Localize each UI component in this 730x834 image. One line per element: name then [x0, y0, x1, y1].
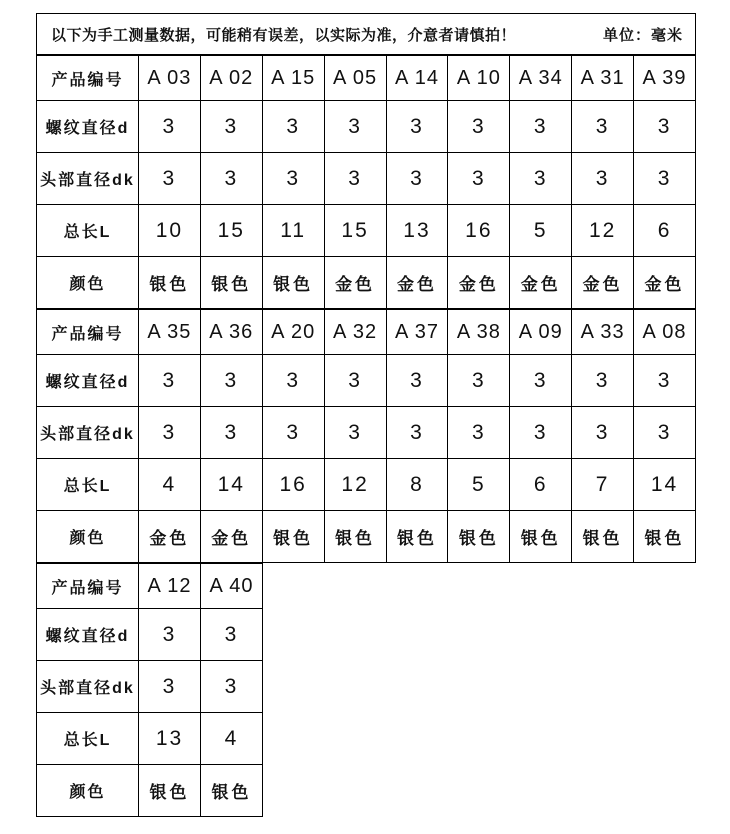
row-label-total_length_l: 总长L — [37, 459, 139, 511]
cell-thread_diameter_d: 3 — [200, 101, 262, 153]
cell-total_length_l: 16 — [262, 459, 324, 511]
row-label-product_ids: 产品编号 — [37, 564, 139, 609]
row-label-color: 颜色 — [37, 257, 139, 309]
cell-total_length_l: 12 — [572, 205, 634, 257]
cell-total_length_l: 6 — [510, 459, 572, 511]
cell-total_length_l: 14 — [634, 459, 696, 511]
cell-product_ids: A 12 — [139, 564, 201, 609]
spec-row-product_ids — [37, 564, 263, 609]
cell-thread_diameter_d: 3 — [262, 355, 324, 407]
spec-row-color — [37, 511, 696, 563]
cell-head_diameter_dk: 3 — [139, 661, 201, 713]
cell-product_ids: A 38 — [448, 310, 510, 355]
cell-product_ids: A 35 — [138, 310, 200, 355]
cell-color: 金色 — [200, 511, 262, 563]
cell-color: 银色 — [262, 257, 324, 309]
cell-total_length_l: 4 — [201, 713, 263, 765]
cell-head_diameter_dk: 3 — [572, 153, 634, 205]
cell-thread_diameter_d: 3 — [448, 355, 510, 407]
cell-product_ids: A 32 — [324, 310, 386, 355]
cell-product_ids: A 05 — [324, 56, 386, 101]
cell-thread_diameter_d: 3 — [139, 609, 201, 661]
spec-row-product_ids — [37, 56, 696, 101]
cell-thread_diameter_d: 3 — [448, 101, 510, 153]
row-label-head_diameter_dk: 头部直径dk — [37, 661, 139, 713]
cell-total_length_l: 13 — [139, 713, 201, 765]
cell-head_diameter_dk: 3 — [572, 407, 634, 459]
cell-product_ids: A 31 — [572, 56, 634, 101]
cell-color: 金色 — [324, 257, 386, 309]
cell-product_ids: A 34 — [510, 56, 572, 101]
cell-color: 银色 — [139, 765, 201, 817]
spec-row-total_length_l — [37, 713, 263, 765]
spec-row-color — [37, 257, 696, 309]
cell-head_diameter_dk: 3 — [448, 153, 510, 205]
cell-color: 金色 — [448, 257, 510, 309]
spec-row-thread_diameter_d — [37, 609, 263, 661]
cell-total_length_l: 10 — [138, 205, 200, 257]
cell-thread_diameter_d: 3 — [324, 355, 386, 407]
cell-total_length_l: 15 — [324, 205, 386, 257]
cell-head_diameter_dk: 3 — [262, 153, 324, 205]
cell-head_diameter_dk: 3 — [386, 407, 448, 459]
spec-row-head_diameter_dk — [37, 407, 696, 459]
row-label-color: 颜色 — [37, 765, 139, 817]
cell-color: 银色 — [510, 511, 572, 563]
spec-row-product_ids — [37, 310, 696, 355]
spec-row-head_diameter_dk — [37, 153, 696, 205]
cell-color: 金色 — [510, 257, 572, 309]
cell-product_ids: A 09 — [510, 310, 572, 355]
cell-thread_diameter_d: 3 — [386, 101, 448, 153]
cell-total_length_l: 5 — [510, 205, 572, 257]
cell-total_length_l: 7 — [572, 459, 634, 511]
cell-color: 金色 — [386, 257, 448, 309]
spec-table-section-2 — [36, 309, 696, 563]
row-label-head_diameter_dk: 头部直径dk — [37, 407, 139, 459]
cell-thread_diameter_d: 3 — [200, 355, 262, 407]
row-label-thread_diameter_d: 螺纹直径d — [37, 101, 139, 153]
cell-total_length_l: 12 — [324, 459, 386, 511]
row-label-total_length_l: 总长L — [37, 713, 139, 765]
cell-product_ids: A 02 — [200, 56, 262, 101]
cell-head_diameter_dk: 3 — [634, 153, 696, 205]
cell-thread_diameter_d: 3 — [386, 355, 448, 407]
cell-head_diameter_dk: 3 — [324, 153, 386, 205]
spec-row-thread_diameter_d — [37, 355, 696, 407]
cell-thread_diameter_d: 3 — [572, 101, 634, 153]
cell-thread_diameter_d: 3 — [201, 609, 263, 661]
row-label-thread_diameter_d: 螺纹直径d — [37, 355, 139, 407]
cell-product_ids: A 08 — [634, 310, 696, 355]
spec-row-thread_diameter_d — [37, 101, 696, 153]
cell-color: 银色 — [386, 511, 448, 563]
measurement-note: 以下为手工测量数据，可能稍有误差，以实际为准，介意者请慎拍！ — [51, 26, 517, 44]
cell-product_ids: A 15 — [262, 56, 324, 101]
row-label-product_ids: 产品编号 — [37, 310, 139, 355]
cell-thread_diameter_d: 3 — [510, 101, 572, 153]
cell-head_diameter_dk: 3 — [200, 407, 262, 459]
cell-head_diameter_dk: 3 — [262, 407, 324, 459]
cell-total_length_l: 14 — [200, 459, 262, 511]
cell-color: 银色 — [572, 511, 634, 563]
cell-head_diameter_dk: 3 — [138, 407, 200, 459]
cell-color: 银色 — [138, 257, 200, 309]
cell-total_length_l: 13 — [386, 205, 448, 257]
cell-product_ids: A 10 — [448, 56, 510, 101]
cell-color: 金色 — [572, 257, 634, 309]
cell-total_length_l: 8 — [386, 459, 448, 511]
cell-product_ids: A 36 — [200, 310, 262, 355]
cell-head_diameter_dk: 3 — [448, 407, 510, 459]
cell-product_ids: A 40 — [201, 564, 263, 609]
cell-total_length_l: 5 — [448, 459, 510, 511]
spec-row-total_length_l — [37, 205, 696, 257]
cell-head_diameter_dk: 3 — [324, 407, 386, 459]
spec-table-section-3 — [36, 563, 263, 817]
cell-head_diameter_dk: 3 — [200, 153, 262, 205]
cell-product_ids: A 20 — [262, 310, 324, 355]
cell-color: 银色 — [324, 511, 386, 563]
cell-head_diameter_dk: 3 — [634, 407, 696, 459]
cell-product_ids: A 39 — [634, 56, 696, 101]
cell-thread_diameter_d: 3 — [324, 101, 386, 153]
cell-color: 银色 — [200, 257, 262, 309]
cell-color: 银色 — [201, 765, 263, 817]
spec-row-head_diameter_dk — [37, 661, 263, 713]
cell-thread_diameter_d: 3 — [138, 355, 200, 407]
cell-thread_diameter_d: 3 — [262, 101, 324, 153]
cell-product_ids: A 03 — [138, 56, 200, 101]
row-label-head_diameter_dk: 头部直径dk — [37, 153, 139, 205]
cell-product_ids: A 14 — [386, 56, 448, 101]
cell-color: 银色 — [448, 511, 510, 563]
cell-total_length_l: 16 — [448, 205, 510, 257]
cell-total_length_l: 15 — [200, 205, 262, 257]
cell-head_diameter_dk: 3 — [510, 407, 572, 459]
row-label-color: 颜色 — [37, 511, 139, 563]
unit-label: 单位：毫米 — [602, 26, 683, 44]
cell-head_diameter_dk: 3 — [386, 153, 448, 205]
cell-thread_diameter_d: 3 — [138, 101, 200, 153]
spec-table-section-1 — [36, 55, 696, 309]
cell-product_ids: A 37 — [386, 310, 448, 355]
row-label-thread_diameter_d: 螺纹直径d — [37, 609, 139, 661]
row-label-total_length_l: 总长L — [37, 205, 139, 257]
cell-product_ids: A 33 — [572, 310, 634, 355]
spec-row-color — [37, 765, 263, 817]
cell-color: 金色 — [634, 257, 696, 309]
cell-thread_diameter_d: 3 — [634, 101, 696, 153]
cell-head_diameter_dk: 3 — [510, 153, 572, 205]
cell-thread_diameter_d: 3 — [634, 355, 696, 407]
row-label-product_ids: 产品编号 — [37, 56, 139, 101]
cell-head_diameter_dk: 3 — [201, 661, 263, 713]
spec-sheet-container — [36, 13, 696, 817]
cell-total_length_l: 6 — [634, 205, 696, 257]
measurement-note-bar — [36, 13, 696, 55]
cell-total_length_l: 4 — [138, 459, 200, 511]
cell-total_length_l: 11 — [262, 205, 324, 257]
cell-thread_diameter_d: 3 — [572, 355, 634, 407]
cell-color: 银色 — [262, 511, 324, 563]
cell-color: 银色 — [634, 511, 696, 563]
cell-thread_diameter_d: 3 — [510, 355, 572, 407]
spec-row-total_length_l — [37, 459, 696, 511]
cell-head_diameter_dk: 3 — [138, 153, 200, 205]
cell-color: 金色 — [138, 511, 200, 563]
